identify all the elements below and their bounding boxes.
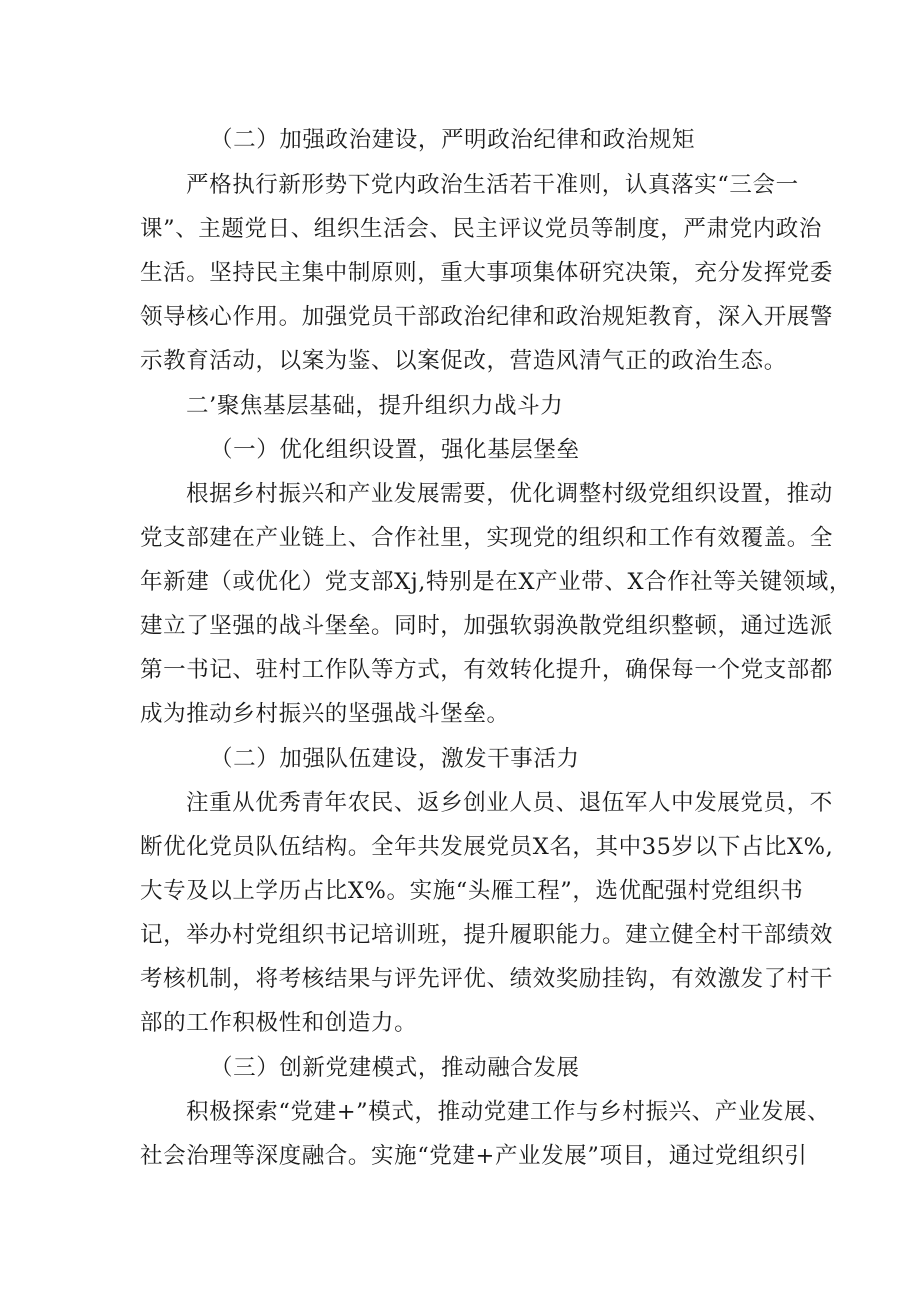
paragraph-line: 部的工作积极性和创造力。 [140, 1010, 418, 1036]
section-heading-grassroots: 二’聚焦基层基础，提升组织力战斗力 [186, 393, 564, 419]
subsection-heading-organization: （一）优化组织设置，强化基层堡垒 [210, 437, 580, 463]
paragraph-line: 领导核心作用。加强党员干部政治纪律和政治规矩教育，深入开展警 [140, 304, 834, 330]
paragraph-line: 示教育活动，以案为鉴、以案促改，营造风清气正的政治生态。 [140, 348, 787, 374]
paragraph-line: 生活。坚持民主集中制原则，重大事项集体研究决策，充分发挥党委 [140, 260, 834, 286]
paragraph-line: 积极探索“党建+”模式，推动党建工作与乡村振兴、产业发展、 [186, 1099, 831, 1125]
paragraph-line: 注重从优秀青年农民、返乡创业人员、退伍军人中发展党员，不 [186, 790, 833, 816]
paragraph-line: 成为推动乡村振兴的坚强战斗堡垒。 [140, 701, 510, 727]
section-heading-political-building: （二）加强政治建设，严明政治纪律和政治规矩 [210, 127, 696, 153]
subsection-heading-team: （二）加强队伍建设，激发干事活力 [210, 746, 580, 772]
paragraph-line: 年新建（或优化）党支部Xj,特别是在X产业带、X合作社等关键领域， [140, 569, 852, 595]
paragraph-line: 社会治理等深度融合。实施“党建+产业发展”项目，通过党组织引 [140, 1143, 808, 1169]
paragraph-line: 严格执行新形势下党内政治生活若干准则，认真落实“三会一 [186, 172, 799, 198]
paragraph-line: 课”、主题党日、组织生活会、民主评议党员等制度，严肃党内政治 [140, 216, 823, 242]
subsection-heading-innovation: （三）创新党建模式，推动融合发展 [210, 1055, 580, 1081]
paragraph-line: 党支部建在产业链上、合作社里，实现党的组织和工作有效覆盖。全 [140, 525, 834, 551]
paragraph-line: 大专及以上学历占比X%。实施“头雁工程”，选优配强村党组织书 [140, 878, 804, 904]
paragraph-line: 考核机制，将考核结果与评先评优、绩效奖励挂钩，有效激发了村干 [140, 966, 834, 992]
paragraph-line: 断优化党员队伍结构。全年共发展党员X名，其中35岁以下占比X%, [140, 834, 834, 860]
paragraph-line: 根据乡村振兴和产业发展需要，优化调整村级党组织设置，推动 [186, 481, 833, 507]
paragraph-line: 建立了坚强的战斗堡垒。同时，加强软弱涣散党组织整顿，通过选派 [140, 613, 834, 639]
paragraph-line: 第一书记、驻村工作队等方式，有效转化提升，确保每一个党支部都 [140, 657, 834, 683]
paragraph-line: 记，举办村党组织书记培训班，提升履职能力。建立健全村干部绩效 [140, 922, 834, 948]
